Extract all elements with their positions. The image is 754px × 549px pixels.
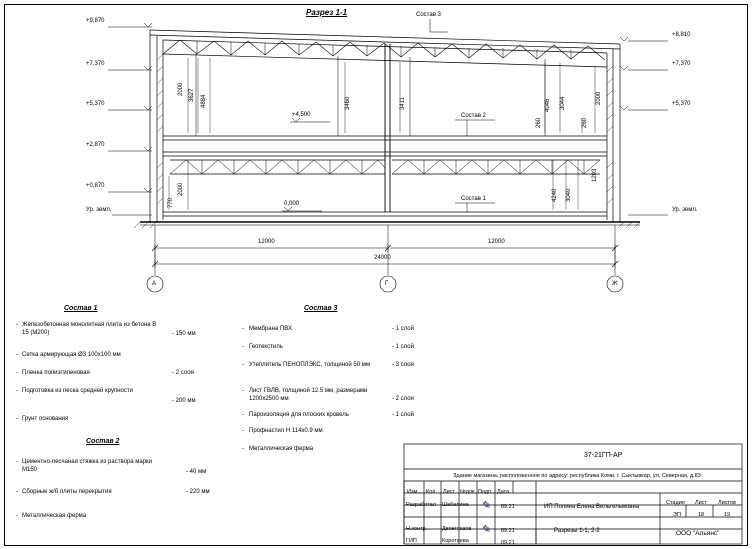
legend-s1-item-4-text: Грунт основания bbox=[22, 416, 69, 422]
dim-total: 24000 bbox=[374, 255, 391, 261]
stamp-row-2-name: Коротаева bbox=[442, 538, 469, 544]
level-left-2: +7,370 bbox=[86, 61, 105, 67]
dim-v-right-7: 4240 bbox=[552, 188, 558, 202]
stamp-col-ndok: №док bbox=[460, 489, 475, 495]
bullet-dash: - bbox=[242, 428, 244, 434]
drawing-title: Разрез 1-1 bbox=[306, 8, 348, 17]
legend-s3-item-2-text: Утеплитель ПЕНОПЛЭКС, толщиной 50 мм bbox=[249, 362, 370, 368]
stamp-stage-header-2: Листов bbox=[718, 500, 736, 506]
legend-s1-item-0-text: Железобетонная монолитная плита из бетона В 15 (М200) bbox=[22, 322, 157, 336]
level-left-6: Ур. земл. bbox=[86, 207, 112, 213]
legend-s3-item-0-text: Мембрана ПВХ bbox=[249, 326, 292, 332]
dim-v-lowleft-1: 2000 bbox=[178, 182, 184, 196]
stamp-col-data: Дата bbox=[497, 489, 510, 495]
axis-label-a: А bbox=[152, 281, 157, 287]
legend-s1-item-2-text: Пленка полиэтиленовая bbox=[22, 370, 90, 376]
stamp-row-0-date: 09.21 bbox=[501, 504, 515, 510]
dim-span-1: 12000 bbox=[258, 239, 275, 245]
bullet-dash: - bbox=[242, 326, 244, 332]
bullet-dash: - bbox=[242, 362, 244, 368]
bullet-dash: - bbox=[242, 344, 244, 350]
stamp-sheet-title: Разрезы 1-1, 2-2 bbox=[554, 528, 600, 534]
legend-s3-item-3-text: Лист ГВЛВ, толщиной 12.5 мм, размерами 1200х2500 мм bbox=[249, 388, 368, 402]
stamp-col-podp: Подп. bbox=[478, 489, 493, 495]
bullet-dash: - bbox=[16, 489, 18, 495]
stamp-row-0-role: Разработал bbox=[406, 502, 436, 508]
stamp-stage-value-0: ЭП bbox=[673, 512, 681, 518]
stamp-row-1-name: Двоеглазов bbox=[442, 526, 472, 532]
stamp-col-izm: Изм. bbox=[407, 489, 419, 495]
bullet-dash: - bbox=[242, 388, 244, 394]
legend-s2-item-2-text: Металлическая ферма bbox=[22, 513, 87, 519]
stamp-col-list: Лист bbox=[443, 489, 455, 495]
dim-v-left-2: 3627 bbox=[189, 88, 195, 102]
dim-span-2: 12000 bbox=[488, 239, 505, 245]
stamp-designer: ИП Попина Елена Вильгельмовна bbox=[544, 504, 640, 510]
level-right-3: +5,370 bbox=[672, 101, 691, 107]
legend-s3-item-4-value: - 1 слой bbox=[392, 412, 414, 418]
legend-s3-item-6-text: Металлическая ферма bbox=[249, 446, 314, 452]
dim-v-right-8: 3040 bbox=[566, 188, 572, 202]
level-right-2: +7,370 bbox=[672, 61, 691, 67]
level-right-4: Ур. земл. bbox=[672, 207, 698, 213]
legend-s2-item-1-value: - 220 мм bbox=[186, 489, 210, 495]
stamp-row-0-name: Шабалина bbox=[442, 502, 469, 508]
dim-v-left-4: 770 bbox=[168, 197, 174, 208]
signature-mark: ✎ bbox=[479, 499, 492, 513]
dim-v-right-6: 1203 bbox=[592, 168, 598, 182]
dim-v-right-3: 2000 bbox=[596, 91, 602, 105]
bullet-dash: - bbox=[16, 513, 18, 519]
level-right-1: +8,810 bbox=[672, 32, 691, 38]
stamp-row-2-role: ГИП bbox=[406, 538, 417, 544]
sostav1-callout: Состав 1 bbox=[461, 196, 486, 202]
bullet-dash: - bbox=[16, 388, 18, 394]
legend-s1-item-0-value: - 150 мм bbox=[172, 331, 196, 337]
legend-s3-item-1-text: Геотекстиль bbox=[249, 344, 283, 350]
stamp-col-kol: Кол. bbox=[426, 489, 437, 495]
title-block bbox=[404, 444, 742, 544]
level-inner-2: 0,000 bbox=[284, 201, 300, 207]
stamp-stage-value-2: 19 bbox=[724, 512, 731, 518]
legend-s2-item-0-text: Цементно-песчаная стяжка из раствора марки М150 bbox=[22, 459, 153, 473]
stamp-stage-value-1: 18 bbox=[698, 512, 705, 518]
stamp-row-1-role: Н.контр. bbox=[406, 526, 428, 532]
sostav2-callout: Состав 2 bbox=[461, 113, 486, 119]
level-inner-1: +4,500 bbox=[292, 112, 311, 118]
legend-s1-item-2-value: - 2 слоя bbox=[172, 370, 194, 376]
dim-v-right-5: 260 bbox=[582, 117, 588, 128]
stamp-stage-header-0: Стадия bbox=[666, 500, 685, 506]
bullet-dash: - bbox=[16, 459, 18, 465]
bullet-dash: - bbox=[242, 446, 244, 452]
legend-s3-item-2-value: - 3 слоя bbox=[392, 362, 414, 368]
dim-v-mid-1: 3460 bbox=[345, 96, 351, 110]
level-left-3: +5,370 bbox=[86, 101, 105, 107]
bullet-dash: - bbox=[16, 416, 18, 422]
bullet-dash: - bbox=[16, 352, 18, 358]
dim-v-right-2: 3044 bbox=[560, 96, 566, 110]
legend-s2-item-0-value: - 40 мм bbox=[186, 469, 207, 475]
legend-sostav3-title: Состав 3 bbox=[304, 305, 338, 312]
legend-s3-item-3-value: - 2 слоя bbox=[392, 396, 414, 402]
dim-v-right-1: 4046 bbox=[545, 98, 551, 112]
stamp-stage-header-1: Лист bbox=[695, 500, 707, 506]
legend-s1-item-3-value: - 200 мм bbox=[172, 398, 196, 404]
legend-s1-item-1-text: Сетка армирующая Ø3 100х100 мм bbox=[22, 352, 121, 358]
bullet-dash: - bbox=[16, 370, 18, 376]
legend-sostav2-title: Состав 2 bbox=[86, 438, 120, 445]
dim-v-left-1: 2000 bbox=[178, 82, 184, 96]
dim-v-mid-2: 3411 bbox=[400, 97, 406, 110]
bullet-dash: - bbox=[242, 412, 244, 418]
level-left-4: +2,870 bbox=[86, 142, 105, 148]
signature-mark: ✎ bbox=[479, 523, 492, 537]
legend-s1-item-3-text: Подготовка из песка средней крупности bbox=[22, 388, 133, 394]
dim-v-left-3: 4884 bbox=[201, 94, 207, 108]
axis-label-g: Г bbox=[385, 281, 389, 287]
dim-v-right-4: 260 bbox=[536, 117, 542, 128]
sostav3-callout: Состав 3 bbox=[416, 12, 441, 18]
stamp-code: 37-21ГП-АР bbox=[584, 452, 623, 459]
legend-s3-item-0-value: - 1 слой bbox=[392, 326, 414, 332]
legend-s3-item-5-text: Профнастил Н 114х0.9 мм bbox=[249, 428, 323, 434]
axis-label-zh: Ж bbox=[612, 281, 618, 287]
level-left-5: +0,870 bbox=[86, 183, 105, 189]
legend-s2-item-1-text: Сборные ж/б плиты перекрытия bbox=[22, 489, 112, 495]
stamp-row-2-date: 09.21 bbox=[501, 540, 515, 546]
legend-s3-item-4-text: Пароизоляция для плоских кровель bbox=[249, 412, 349, 418]
bullet-dash: - bbox=[16, 322, 18, 328]
stamp-row-1-date: 09.21 bbox=[501, 528, 515, 534]
legend-s3-item-1-value: - 1 слой bbox=[392, 344, 414, 350]
stamp-company: ООО "Альянс" bbox=[676, 530, 720, 537]
legend-sostav1-title: Состав 1 bbox=[64, 305, 98, 312]
level-left-1: +9,870 bbox=[86, 18, 105, 24]
stamp-object: Здание магазина, расположенное по адресу: республика Коми, г. Сыктывкар, ул. Северная, д.83 bbox=[453, 473, 701, 479]
